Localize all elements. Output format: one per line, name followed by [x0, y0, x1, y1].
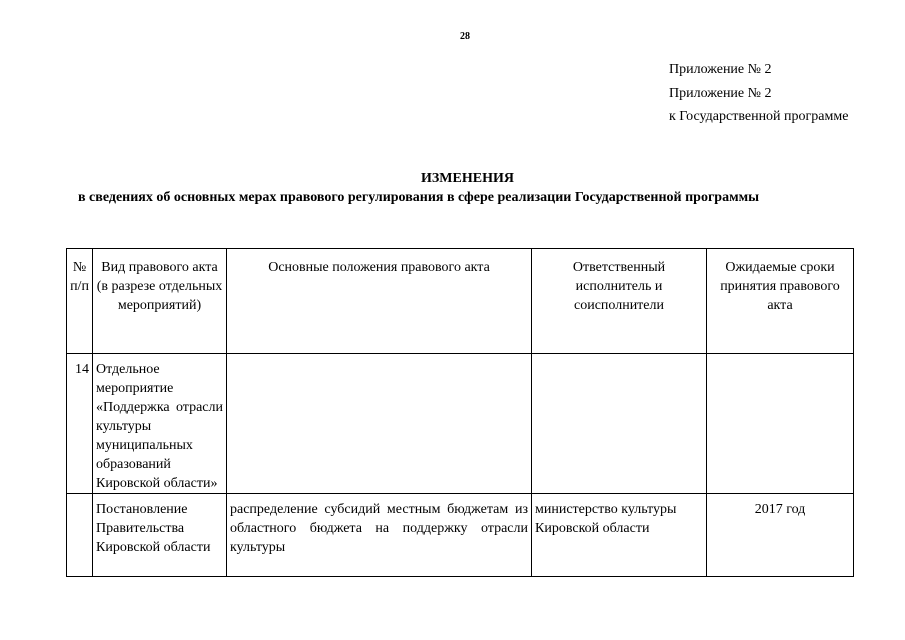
appendix-line-3: к Государственной программе — [669, 109, 849, 124]
header-deadline: Ожидаемые сроки принятия правового акта — [707, 249, 854, 354]
table-header-row — [67, 249, 854, 354]
table-row — [67, 354, 854, 494]
header-executor: Ответственный исполнитель и соисполнители — [532, 249, 707, 354]
table-row — [67, 494, 854, 577]
appendix-line-1: Приложение № 2 — [669, 62, 772, 77]
cell-provisions: распределение субсидий местным бюджетам из областного бюджета на поддержку отрасли культуры — [227, 494, 532, 577]
cell-number — [67, 494, 93, 577]
header-provisions: Основные положения правового акта — [227, 249, 532, 354]
appendix-line-2: Приложение № 2 — [669, 85, 772, 101]
cell-act-type: Постановление Правительства Кировской области — [93, 494, 227, 577]
appendix-header — [669, 58, 848, 129]
cell-deadline: 2017 год — [707, 494, 854, 577]
cell-provisions — [227, 354, 532, 494]
legal-measures-table — [66, 248, 854, 577]
document-title: ИЗМЕНЕНИЯ — [421, 171, 514, 186]
cell-deadline — [707, 354, 854, 494]
header-act-type: Вид правового акта (в разрезе отдельных мероприятий) — [93, 249, 227, 354]
document-subtitle: в сведениях об основных мерах правового регулирования в сфере реализации Государственной программы — [78, 190, 760, 205]
page-number: 28 — [460, 31, 470, 42]
header-number: № п/п — [67, 249, 93, 354]
cell-act-type: Отдельное мероприятие «Поддержка отрасли культуры муниципальных образований Кировской области» — [93, 354, 227, 494]
cell-executor: министерство культуры Кировской области — [532, 494, 707, 577]
cell-number: 14 — [67, 354, 93, 494]
cell-executor — [532, 354, 707, 494]
